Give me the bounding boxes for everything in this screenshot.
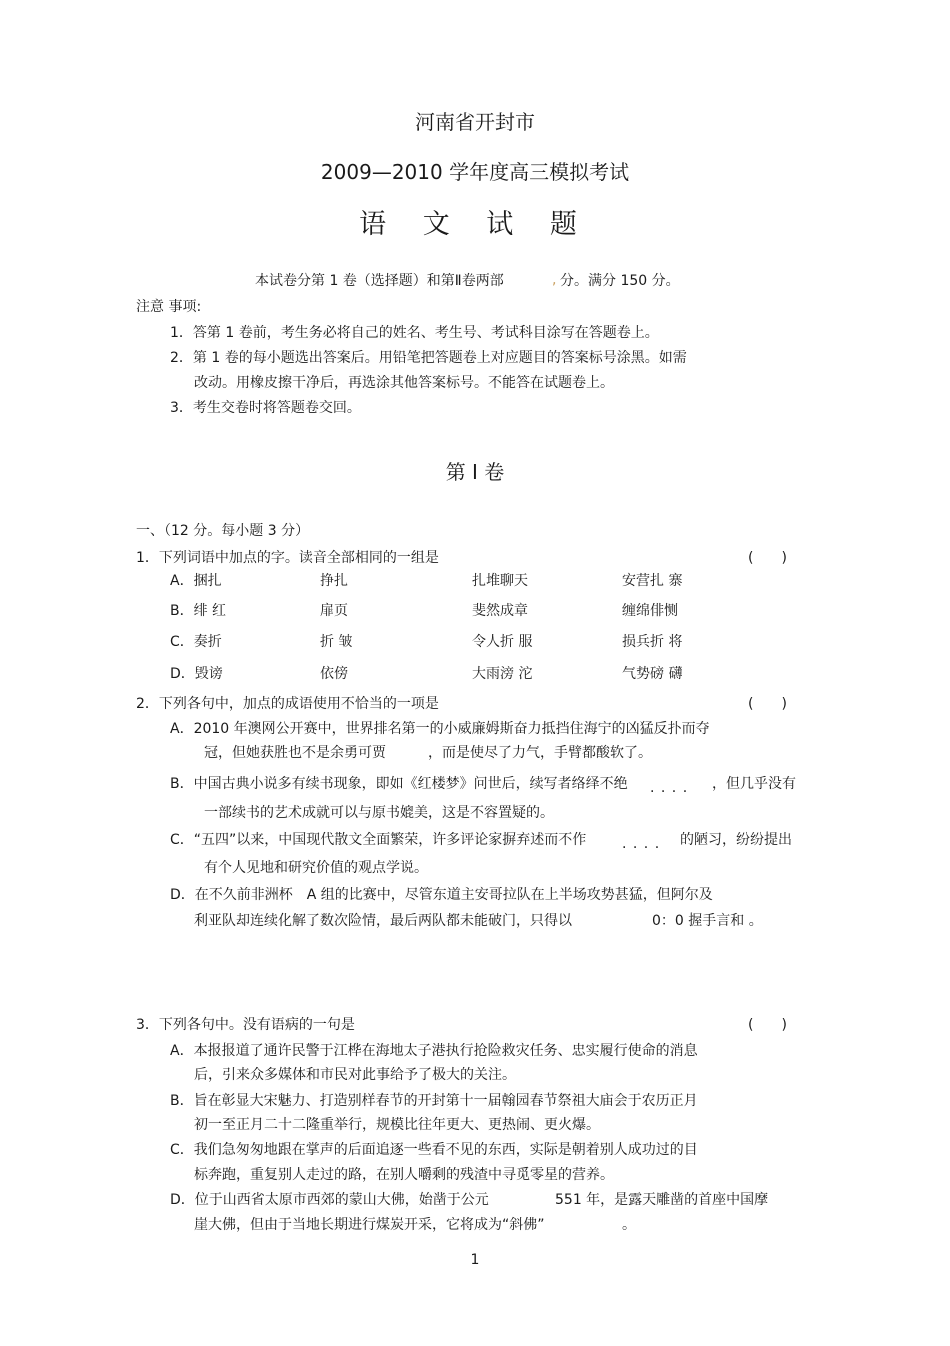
q2-option-d-line2b: 0：0 握手言和 。 [652,913,763,929]
notice-item: 2．第 1 卷的每小题选出答案后。用铅笔把答题卷上对应题目的答案标号涂黑。如需 [170,350,687,366]
option-q1-d-1: D．毁谤 [170,666,223,682]
option-q1-b-4: 缠绵俳恻 [622,603,678,619]
intro-line-b: 分。满分 150 分。 [560,273,680,289]
option-q1-a-4: 安营扎 寨 [622,573,683,589]
q3-option-a-line2: 后，引来众多媒体和市民对此事给予了极大的关注。 [194,1067,516,1083]
option-q1-b-3: 斐然成章 [472,603,528,619]
option-q1-a-1: A．捆扎 [170,573,222,589]
q3-option-d-line2b: 。 [622,1217,636,1233]
q2-option-b-line1a: B．中国古典小说多有续书现象，即如《红楼梦》问世后，续写者络绎不绝 [170,776,628,792]
q2-option-c-line1b: 的陋习，纷纷提出 [680,832,792,848]
notice-item: 1．答第 1 卷前，考生务必将自己的姓名、考生号、考试科目涂写在答题卷上。 [170,325,659,341]
option-q1-c-2: 折 皱 [320,634,353,650]
option-q1-c-4: 损兵折 将 [622,634,683,650]
q2-option-c-line1a: C．“五四”以来，中国现代散文全面繁荣，许多评论家摒弃述而不作 [170,832,587,848]
notice-item: 3．考生交卷时将答题卷交回。 [170,400,361,416]
option-q1-b-2: 扉页 [320,603,348,619]
intro-line-a: 本试卷分第 1 卷（选择题）和第Ⅱ卷两部 [255,273,504,289]
q3-option-d-line1a: D．位于山西省太原市西郊的蒙山大佛，始凿于公元 [170,1192,489,1208]
emphasis-dots: . . . . [650,780,689,796]
section-heading: 一、（12 分。每小题 3 分） [136,523,310,539]
q2-option-d-line1: D．在不久前非洲杯 A 组的比赛中，尽管东道主安哥拉队在上半场攻势甚猛，但阿尔及 [170,887,713,903]
q2-option-a-line2b: ，而是使尽了力气，手臂都酸软了。 [428,745,652,761]
question-3-stem: 3．下列各句中。没有语病的一句是 [136,1017,355,1033]
question-2-stem: 2．下列各句中，加点的成语使用不恰当的一项是 [136,696,439,712]
volume-heading: 第 I 卷 [445,460,505,484]
q2-option-b-line2: 一部续书的艺术成就可以与原书媲美，这是不容置疑的。 [204,805,554,821]
document-region-title: 河南省开封市 [415,110,535,134]
notice-item: 改动。用橡皮擦干净后，再选涂其他答案标号。不能答在试题卷上。 [194,375,614,391]
notice-title: 注意 事项: [136,299,202,315]
answer-paren: ( ) [748,550,787,566]
option-q1-a-2: 挣扎 [320,573,348,589]
q2-option-a-line2a: 冠，但她获胜也不是余勇可贾 [204,745,386,761]
question-1-stem: 1．下列词语中加点的字。读音全部相同的一组是 [136,550,439,566]
exam-title: 2009—2010 学年度高三模拟考试 [320,160,630,184]
q2-option-b-line1b: ，但几乎没有 [712,776,796,792]
option-q1-b-1: B．绯 红 [170,603,227,619]
option-q1-c-1: C．奏折 [170,634,222,650]
option-q1-d-3: 大雨滂 沱 [472,666,533,682]
q3-option-c-line1: C．我们急匆匆地跟在掌声的后面追逐一些看不见的东西，实际是朝着别人成功过的目 [170,1142,698,1158]
option-q1-c-3: 令人折 服 [472,634,533,650]
q3-option-d-line2a: 崖大佛，但由于当地长期进行煤炭开采，它将成为“斜佛” [194,1217,545,1233]
option-q1-d-4: 气势磅 礴 [622,666,683,682]
q2-option-c-line2: 有个人见地和研究价值的观点学说。 [204,860,428,876]
page-number: 1 [470,1252,480,1268]
intro-mark: , [552,272,557,288]
answer-paren: ( ) [748,696,787,712]
option-q1-a-3: 扎堆聊天 [472,573,528,589]
q3-option-d-line1b: 551 年，是露天雕凿的首座中国摩 [555,1192,769,1208]
q2-option-d-line2a: 利亚队却连续化解了数次险情，最后两队都未能破门，只得以 [194,913,572,929]
q3-option-c-line2: 标奔跑，重复别人走过的路，在别人嚼剩的残渣中寻觅零星的营养。 [194,1167,614,1183]
answer-paren: ( ) [748,1017,787,1033]
q2-option-a-line1: A．2010 年澳网公开赛中，世界排名第一的小威廉姆斯奋力抵挡住海宁的凶猛反扑而夺 [170,721,710,737]
q3-option-a-line1: A．本报报道了通许民警于江桦在海地太子港执行抢险救灾任务、忠实履行使命的消息 [170,1043,698,1059]
option-q1-d-2: 依傍 [320,666,348,682]
emphasis-dots: . . . . [622,836,661,852]
q3-option-b-line2: 初一至正月二十二隆重举行，规模比往年更大、更热闹、更火爆。 [194,1117,600,1133]
subject-title: 语 文 试 题 [359,209,591,240]
q3-option-b-line1: B．旨在彰显大宋魅力、打造别样春节的开封第十一届翰园春节祭祖大庙会于农历正月 [170,1093,698,1109]
